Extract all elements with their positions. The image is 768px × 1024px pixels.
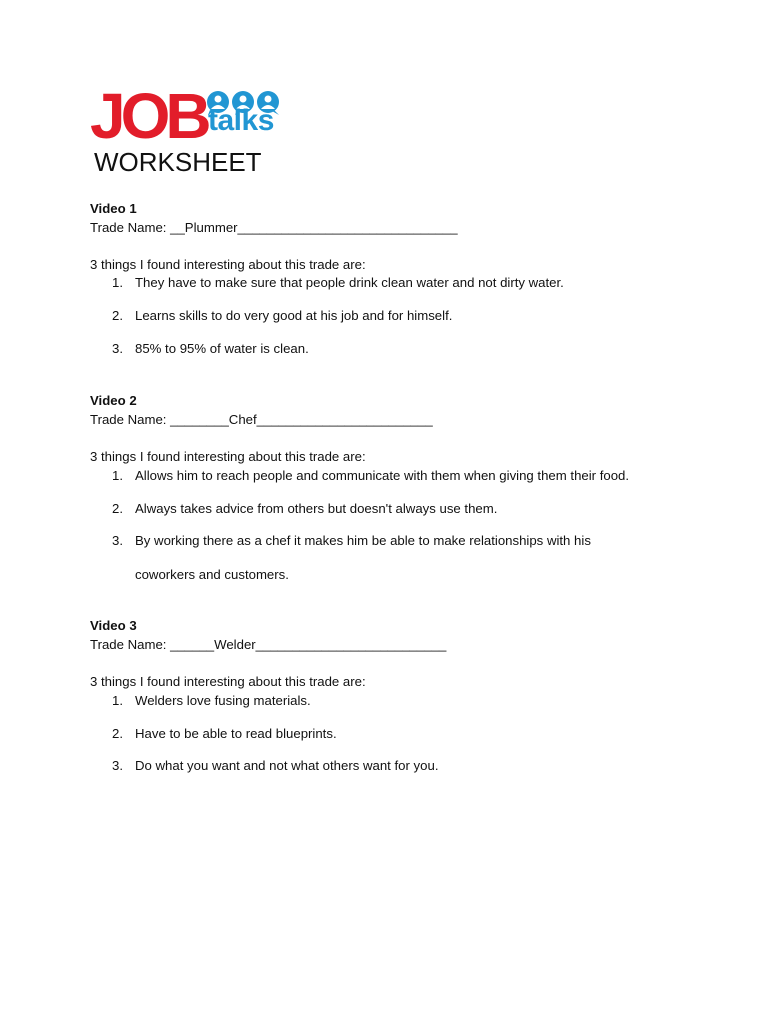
list-item-text: Do what you want and not what others want for you. [135,758,439,773]
logo-job-text: JOB [90,80,207,152]
list-item-text: Always takes advice from others but doesn't always use them. [135,501,498,516]
list-item-text: Learns skills to do very good at his job and for himself. [135,308,453,323]
logo-talks-text: talks [208,104,274,137]
list-item-number: 3. [112,533,123,548]
list-item-number: 2. [112,726,123,741]
video-heading: Video 1 [90,201,137,216]
interesting-things-intro: 3 things I found interesting about this trade are: [90,674,366,689]
list-item-text: Welders love fusing materials. [135,693,311,708]
video-section-3 [90,617,730,773]
video-heading: Video 3 [90,618,137,633]
list-item-number: 1. [112,275,123,290]
trade-name-line: Trade Name: ______Welder__________________________ [90,637,447,652]
list-item-number: 2. [112,308,123,323]
video-section-1 [90,200,730,356]
list-item-number: 2. [112,501,123,516]
list-item-text: 85% to 95% of water is clean. [135,341,309,356]
list-item-text: By working there as a chef it makes him be able to make relationships with his [135,533,591,548]
list-item-text: coworkers and customers. [135,567,289,582]
interesting-things-intro: 3 things I found interesting about this trade are: [90,257,366,272]
list-item-text: Allows him to reach people and communicate with them when giving them their food. [135,468,630,483]
trade-name-line: Trade Name: ________Chef________________________ [90,412,433,427]
video-section-2 [90,392,730,582]
list-item-text: Have to be able to read blueprints. [135,726,337,741]
jobtalks-logo [90,80,290,152]
worksheet-title: WORKSHEET [94,147,262,177]
trade-name-line: Trade Name: __Plummer______________________________ [90,220,458,235]
list-item-number: 1. [112,693,123,708]
list-item-text: They have to make sure that people drink clean water and not dirty water. [135,275,564,290]
list-item-number: 3. [112,341,123,356]
list-item-number: 3. [112,758,123,773]
video-heading: Video 2 [90,393,137,408]
list-item-number: 1. [112,468,123,483]
interesting-things-intro: 3 things I found interesting about this trade are: [90,449,366,464]
